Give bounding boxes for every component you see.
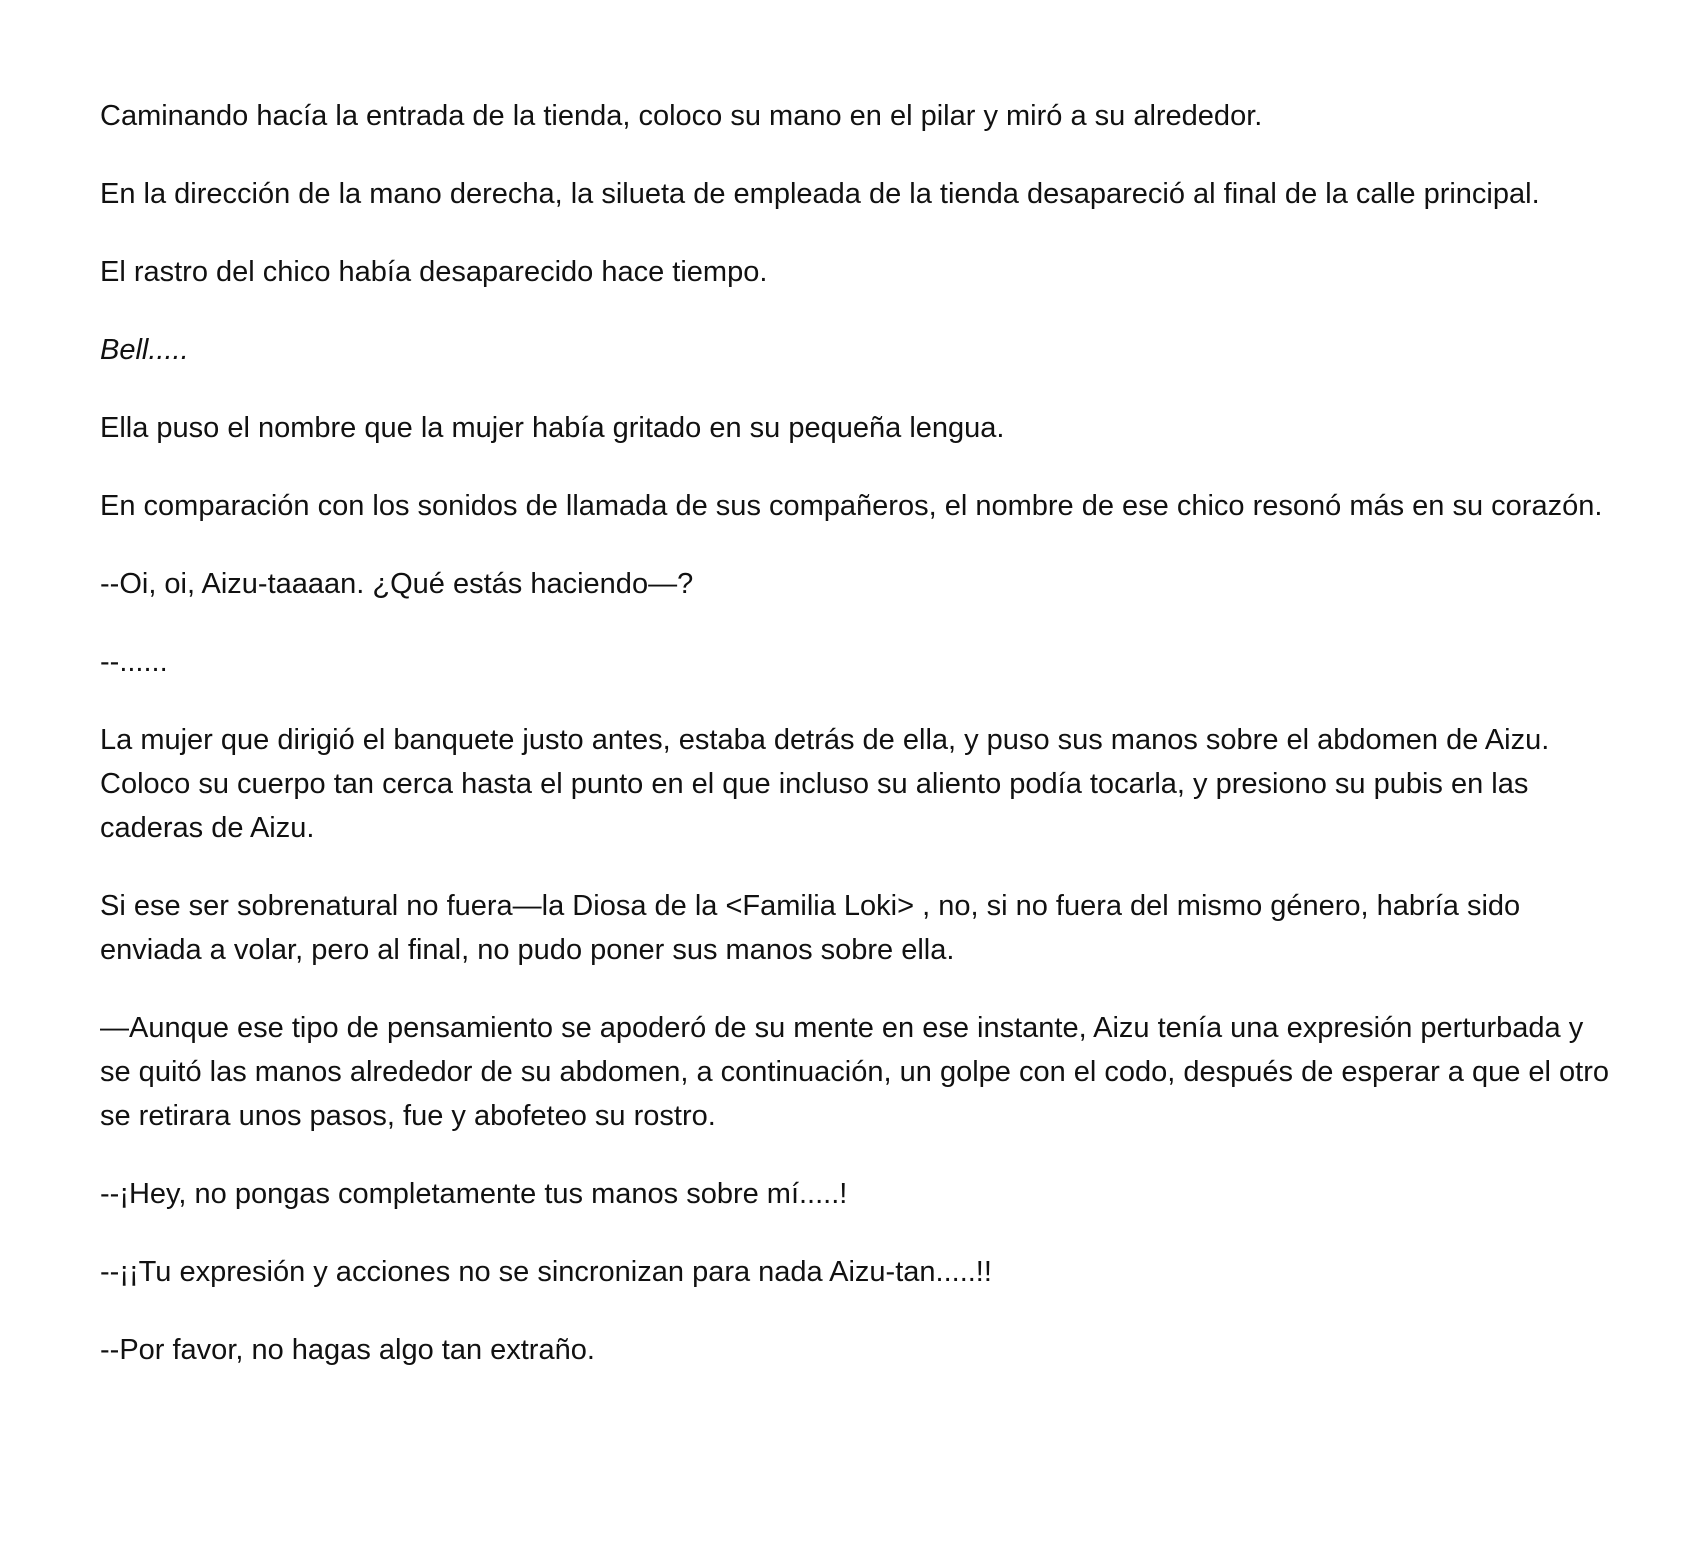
paragraph: El rastro del chico había desaparecido hace tiempo. [100, 256, 768, 288]
paragraph: —Aunque ese tipo de pensamiento se apoderó de su mente en ese instante, Aizu tenía una expresión perturbada y se quitó las manos alrededor de su abdomen, a continuación, un golpe con el codo, después de esperar a que el otro se retirara unos pasos, fue y abofeteo su rostro. [100, 1012, 1610, 1132]
paragraph: En la dirección de la mano derecha, la silueta de empleada de la tienda desapareció al final de la calle principal. [100, 178, 1540, 210]
dialogue-line: --Oi, oi, Aizu-taaaan. ¿Qué estás haciendo—? [100, 568, 694, 600]
paragraph: En comparación con los sonidos de llamada de sus compañeros, el nombre de ese chico resonó más en su corazón. [100, 490, 1603, 522]
document-body [100, 94, 1620, 1406]
dialogue-line: --¡¡Tu expresión y acciones no se sincronizan para nada Aizu-tan.....!! [100, 1256, 992, 1288]
paragraph: Si ese ser sobrenatural no fuera—la Diosa de la <Familia Loki> , no, si no fuera del mismo género, habría sido enviada a volar, pero al final, no pudo poner sus manos sobre ella. [100, 890, 1521, 966]
paragraph: La mujer que dirigió el banquete justo antes, estaba detrás de ella, y puso sus manos sobre el abdomen de Aizu. Coloco su cuerpo tan cerca hasta el punto en el que incluso su aliento podía tocarla, y presiono su pubis en las caderas de Aizu. [100, 724, 1550, 844]
paragraph: Ella puso el nombre que la mujer había gritado en su pequeña lengua. [100, 412, 1005, 444]
paragraph-italic: Bell..... [100, 334, 189, 366]
paragraph: Caminando hacía la entrada de la tienda, coloco su mano en el pilar y miró a su alrededor. [100, 100, 1263, 132]
dialogue-line: --¡Hey, no pongas completamente tus manos sobre mí.....! [100, 1178, 848, 1210]
dialogue-line: --...... [100, 646, 168, 678]
dialogue-line: --Por favor, no hagas algo tan extraño. [100, 1334, 595, 1366]
